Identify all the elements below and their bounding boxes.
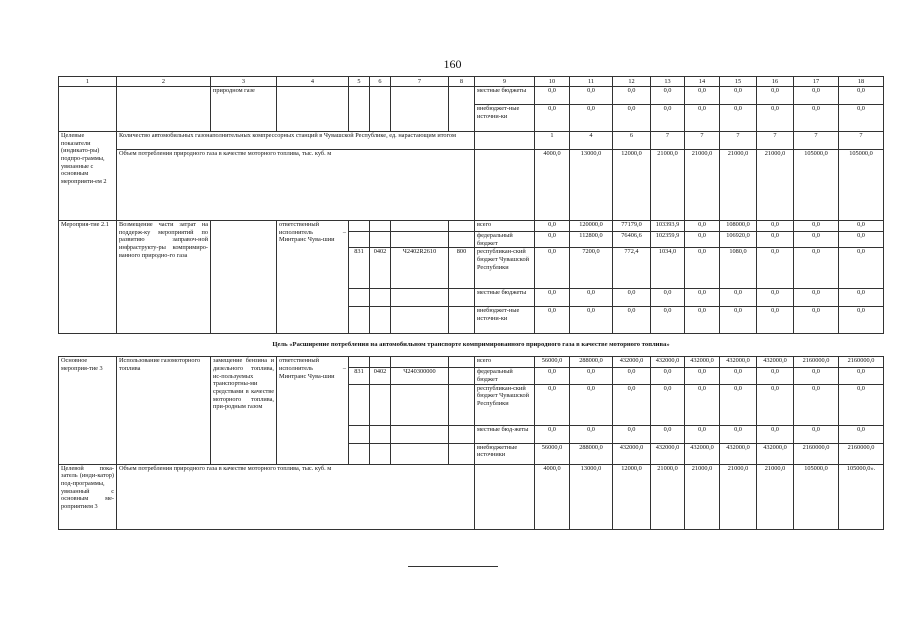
value-cell: 108000,0 <box>720 221 757 232</box>
table-cell <box>349 307 370 334</box>
value-cell: 0,0 <box>794 384 839 425</box>
value-cell: 105000,0». <box>839 464 884 529</box>
value-cell: 0,0 <box>757 105 794 132</box>
budget-code: 800 <box>449 248 475 289</box>
column-number: 11 <box>570 77 613 87</box>
value-cell: 0,0 <box>535 384 570 425</box>
budget-code: Ч240300000 <box>391 368 449 384</box>
table-cell <box>370 307 391 334</box>
table-cell <box>449 221 475 232</box>
value-cell: 0,0 <box>613 384 651 425</box>
value-cell: 21000,0 <box>757 464 794 529</box>
table-cell <box>117 87 211 132</box>
value-cell: 21000,0 <box>685 150 720 221</box>
value-cell: 0,0 <box>839 221 884 232</box>
table-cell <box>391 425 449 443</box>
value-cell: 0,0 <box>720 307 757 334</box>
value-cell: 0,0 <box>570 307 613 334</box>
value-cell: 0,0 <box>535 289 570 307</box>
value-cell: 432000,0 <box>757 443 794 464</box>
funding-source: местные бюджеты <box>475 87 535 105</box>
value-cell: 0,0 <box>651 425 685 443</box>
table-cell <box>391 357 449 368</box>
budget-code: Ч2402R2610 <box>391 248 449 289</box>
value-cell: 112800,0 <box>570 232 613 248</box>
table-row <box>59 87 884 105</box>
column-number: 9 <box>475 77 535 87</box>
table-cell <box>277 87 349 132</box>
table-cell <box>391 443 449 464</box>
value-cell: 0,0 <box>757 307 794 334</box>
column-number: 3 <box>211 77 277 87</box>
measure-name: Возмещение части затрат на поддерж-ку мероприятий по развитию заправоч-ной инфраструкту-ры компримиро-ванного природно-го газа <box>117 221 211 334</box>
value-cell: 56000,0 <box>535 357 570 368</box>
column-number: 2 <box>117 77 211 87</box>
value-cell: 0,0 <box>757 425 794 443</box>
funding-source: республикан-ский бюджет Чувашской Республики <box>475 248 535 289</box>
value-cell: 0,0 <box>685 221 720 232</box>
value-cell: 0,0 <box>757 232 794 248</box>
value-cell: 0,0 <box>651 289 685 307</box>
column-number: 12 <box>613 77 651 87</box>
table-cell <box>349 357 370 368</box>
value-cell: 105000,0 <box>839 150 884 221</box>
table-cell <box>370 87 391 132</box>
executor: ответственный исполнитель – Минтранс Чува-шии <box>277 357 349 464</box>
value-cell: 0,0 <box>685 384 720 425</box>
value-cell: 12000,0 <box>613 150 651 221</box>
table-row <box>59 464 884 529</box>
value-cell: 105000,0 <box>794 464 839 529</box>
value-cell: 0,0 <box>685 105 720 132</box>
budget-code: 0402 <box>370 368 391 384</box>
goal-row <box>59 334 884 357</box>
value-cell: 0,0 <box>613 105 651 132</box>
value-cell: 0,0 <box>794 368 839 384</box>
column-number: 6 <box>370 77 391 87</box>
value-cell: 0,0 <box>651 87 685 105</box>
table-cell <box>370 443 391 464</box>
program-table <box>58 76 884 530</box>
value-cell: 432000,0 <box>685 443 720 464</box>
table-cell <box>391 384 449 425</box>
table-cell <box>449 384 475 425</box>
table-cell <box>475 150 535 221</box>
budget-code: 831 <box>349 248 370 289</box>
table-cell <box>59 87 117 132</box>
table-cell <box>391 232 449 248</box>
executor: ответственный исполнитель – Минтранс Чува-шии <box>277 221 349 334</box>
measure-label: Мероприя-тие 2.1 <box>59 221 117 334</box>
value-cell: 0,0 <box>794 221 839 232</box>
table-cell <box>349 289 370 307</box>
value-cell: 432000,0 <box>613 443 651 464</box>
value-cell: 7 <box>685 132 720 150</box>
value-cell: 21000,0 <box>757 150 794 221</box>
value-cell: 0,0 <box>757 289 794 307</box>
value-cell: 0,0 <box>757 87 794 105</box>
value-cell: 4000,0 <box>535 464 570 529</box>
value-cell: 0,0 <box>651 105 685 132</box>
value-cell: 0,0 <box>794 87 839 105</box>
value-cell: 0,0 <box>839 289 884 307</box>
value-cell: 1034,0 <box>651 248 685 289</box>
indicator-text: Количество автомобильных газонаполнительных компрессорных станций в Чувашской Республике, ед. нарастающим итогом <box>117 132 475 150</box>
value-cell: 0,0 <box>535 368 570 384</box>
value-cell: 0,0 <box>794 425 839 443</box>
value-cell: 0,0 <box>839 87 884 105</box>
table-cell <box>449 425 475 443</box>
value-cell: 0,0 <box>757 248 794 289</box>
table-cell <box>349 87 370 132</box>
table-cell <box>449 87 475 132</box>
value-cell: 0,0 <box>794 307 839 334</box>
funding-source: всего <box>475 221 535 232</box>
value-cell: 120000,0 <box>570 221 613 232</box>
goal-heading: Цель «Расширение потребления на автомобильном транспорте компримированного природного газа в качестве моторного топлива» <box>59 334 884 357</box>
value-cell: 0,0 <box>570 87 613 105</box>
budget-code: 0402 <box>370 248 391 289</box>
column-number: 17 <box>794 77 839 87</box>
funding-source: всего <box>475 357 535 368</box>
value-cell: 0,0 <box>651 307 685 334</box>
value-cell: 288000,0 <box>570 443 613 464</box>
value-cell: 288000,0 <box>570 357 613 368</box>
value-cell: 0,0 <box>570 425 613 443</box>
value-cell: 0,0 <box>794 105 839 132</box>
indicator-label: Целевой пока-затель (инди-катор) под-программы, увязанный с основным ме-роприятием 3 <box>59 464 117 529</box>
value-cell: 21000,0 <box>720 464 757 529</box>
budget-code <box>449 368 475 384</box>
funding-source: местные бюд-жеты <box>475 425 535 443</box>
column-number: 1 <box>59 77 117 87</box>
value-cell: 1 <box>535 132 570 150</box>
table-cell <box>449 357 475 368</box>
value-cell: 0,0 <box>794 289 839 307</box>
value-cell: 0,0 <box>685 289 720 307</box>
table-row <box>59 357 884 368</box>
table-cell <box>370 289 391 307</box>
column-number: 4 <box>277 77 349 87</box>
value-cell: 103393,9 <box>651 221 685 232</box>
column-number: 16 <box>757 77 794 87</box>
value-cell: 0,0 <box>685 87 720 105</box>
value-cell: 432000,0 <box>613 357 651 368</box>
table-cell <box>211 221 277 334</box>
value-cell: 0,0 <box>535 248 570 289</box>
value-cell: 0,0 <box>535 232 570 248</box>
measure-label: Основное мероприя-тие 3 <box>59 357 117 464</box>
budget-code: 831 <box>349 368 370 384</box>
value-cell: 7200,0 <box>570 248 613 289</box>
indicator-text: Объем потребления природного газа в качестве моторного топлива, тыс. куб. м <box>117 150 475 221</box>
value-cell: 0,0 <box>839 248 884 289</box>
table-row <box>59 221 884 232</box>
value-cell: 0,0 <box>720 289 757 307</box>
value-cell: 76406,6 <box>613 232 651 248</box>
value-cell: 7 <box>794 132 839 150</box>
value-cell: 105000,0 <box>794 150 839 221</box>
value-cell: 0,0 <box>839 368 884 384</box>
measure-name: Использование газомоторного топлива <box>117 357 211 464</box>
value-cell: 0,0 <box>535 105 570 132</box>
funding-source: федеральный бюджет <box>475 232 535 248</box>
funding-source: республикан-ский бюджет Чувашской Республики <box>475 384 535 425</box>
table-body <box>59 77 884 530</box>
value-cell: 4000,0 <box>535 150 570 221</box>
table-cell <box>449 289 475 307</box>
value-cell: 0,0 <box>535 221 570 232</box>
value-cell: 0,0 <box>613 87 651 105</box>
funding-source: внебюджетные источники <box>475 443 535 464</box>
action-description: замещение бензина и дизельного топлива, ис-пользуемых транспортны-ми средствами в качестве моторного топлива, при-родным газом <box>211 357 277 464</box>
value-cell: 0,0 <box>685 368 720 384</box>
value-cell: 77179,0 <box>613 221 651 232</box>
value-cell: 0,0 <box>613 289 651 307</box>
table-cell <box>349 232 370 248</box>
value-cell: 432000,0 <box>720 357 757 368</box>
column-number: 5 <box>349 77 370 87</box>
column-number: 8 <box>449 77 475 87</box>
value-cell: 0,0 <box>651 384 685 425</box>
table-cell <box>475 132 535 150</box>
value-cell: 0,0 <box>535 87 570 105</box>
table-cell <box>391 221 449 232</box>
value-cell: 432000,0 <box>720 443 757 464</box>
column-number: 14 <box>685 77 720 87</box>
value-cell: 2160000,0 <box>794 357 839 368</box>
column-number: 13 <box>651 77 685 87</box>
value-cell: 0,0 <box>794 248 839 289</box>
value-cell: 13000,0 <box>570 150 613 221</box>
value-cell: 0,0 <box>685 232 720 248</box>
column-number: 15 <box>720 77 757 87</box>
table-cell <box>349 221 370 232</box>
value-cell: 0,0 <box>839 105 884 132</box>
program-table-sheet <box>58 76 884 530</box>
funding-source: местные бюджеты <box>475 289 535 307</box>
table-row <box>59 150 884 221</box>
value-cell: 4 <box>570 132 613 150</box>
table-cell <box>349 384 370 425</box>
table-cell <box>391 87 449 132</box>
value-cell: 21000,0 <box>685 464 720 529</box>
table-cell <box>475 464 535 529</box>
value-cell: 12000,0 <box>613 464 651 529</box>
value-cell: 0,0 <box>757 384 794 425</box>
table-cell <box>449 307 475 334</box>
table-row <box>59 132 884 150</box>
value-cell: 7 <box>839 132 884 150</box>
value-cell: 102359,9 <box>651 232 685 248</box>
value-cell: 0,0 <box>757 368 794 384</box>
value-cell: 0,0 <box>685 307 720 334</box>
value-cell: 2160000,0 <box>794 443 839 464</box>
value-cell: 0,0 <box>685 248 720 289</box>
value-cell: 772,4 <box>613 248 651 289</box>
value-cell: 0,0 <box>570 368 613 384</box>
value-cell: 0,0 <box>651 368 685 384</box>
value-cell: 0,0 <box>757 221 794 232</box>
value-cell: 0,0 <box>570 289 613 307</box>
value-cell: 21000,0 <box>720 150 757 221</box>
value-cell: 0,0 <box>839 232 884 248</box>
value-cell: 21000,0 <box>651 464 685 529</box>
value-cell: 432000,0 <box>757 357 794 368</box>
value-cell: 7 <box>757 132 794 150</box>
value-cell: 0,0 <box>570 105 613 132</box>
value-cell: 21000,0 <box>651 150 685 221</box>
value-cell: 0,0 <box>613 307 651 334</box>
value-cell: 0,0 <box>839 307 884 334</box>
action-description: природном газе <box>211 87 277 132</box>
value-cell: 13000,0 <box>570 464 613 529</box>
column-number: 7 <box>391 77 449 87</box>
table-cell <box>391 307 449 334</box>
value-cell: 7 <box>651 132 685 150</box>
value-cell: 0,0 <box>685 425 720 443</box>
funding-source: федеральный бюджет <box>475 368 535 384</box>
value-cell: 0,0 <box>613 425 651 443</box>
table-cell <box>449 232 475 248</box>
value-cell: 0,0 <box>720 105 757 132</box>
value-cell: 2160000,0 <box>839 443 884 464</box>
table-cell <box>370 425 391 443</box>
column-number: 18 <box>839 77 884 87</box>
value-cell: 1080,0 <box>720 248 757 289</box>
value-cell: 56000,0 <box>535 443 570 464</box>
value-cell: 106920,0 <box>720 232 757 248</box>
table-cell <box>449 443 475 464</box>
value-cell: 432000,0 <box>685 357 720 368</box>
value-cell: 2160000,0 <box>839 357 884 368</box>
value-cell: 0,0 <box>720 384 757 425</box>
table-cell <box>370 221 391 232</box>
column-number: 10 <box>535 77 570 87</box>
value-cell: 0,0 <box>613 368 651 384</box>
table-cell <box>349 443 370 464</box>
value-cell: 0,0 <box>839 425 884 443</box>
value-cell: 0,0 <box>794 232 839 248</box>
table-cell <box>370 232 391 248</box>
table-cell <box>349 425 370 443</box>
value-cell: 432000,0 <box>651 443 685 464</box>
column-number-row <box>59 77 884 87</box>
footnote-separator-line <box>408 566 498 567</box>
value-cell: 0,0 <box>570 384 613 425</box>
table-cell <box>370 357 391 368</box>
value-cell: 6 <box>613 132 651 150</box>
value-cell: 0,0 <box>720 425 757 443</box>
value-cell: 0,0 <box>720 368 757 384</box>
value-cell: 0,0 <box>535 425 570 443</box>
indicator-label: Целевые показатели (индикато-ры) подпро-граммы, увязанные с основным мероприяти-ем 2 <box>59 132 117 221</box>
value-cell: 0,0 <box>535 307 570 334</box>
funding-source: внебюджет-ные источни-ки <box>475 307 535 334</box>
value-cell: 0,0 <box>839 384 884 425</box>
funding-source: внебюджет-ные источни-ки <box>475 105 535 132</box>
indicator-text: Объем потребления природного газа в качестве моторного топлива, тыс. куб. м <box>117 464 475 529</box>
table-cell <box>391 289 449 307</box>
value-cell: 0,0 <box>720 87 757 105</box>
value-cell: 432000,0 <box>651 357 685 368</box>
table-cell <box>370 384 391 425</box>
page-number: 160 <box>443 57 462 71</box>
value-cell: 7 <box>720 132 757 150</box>
